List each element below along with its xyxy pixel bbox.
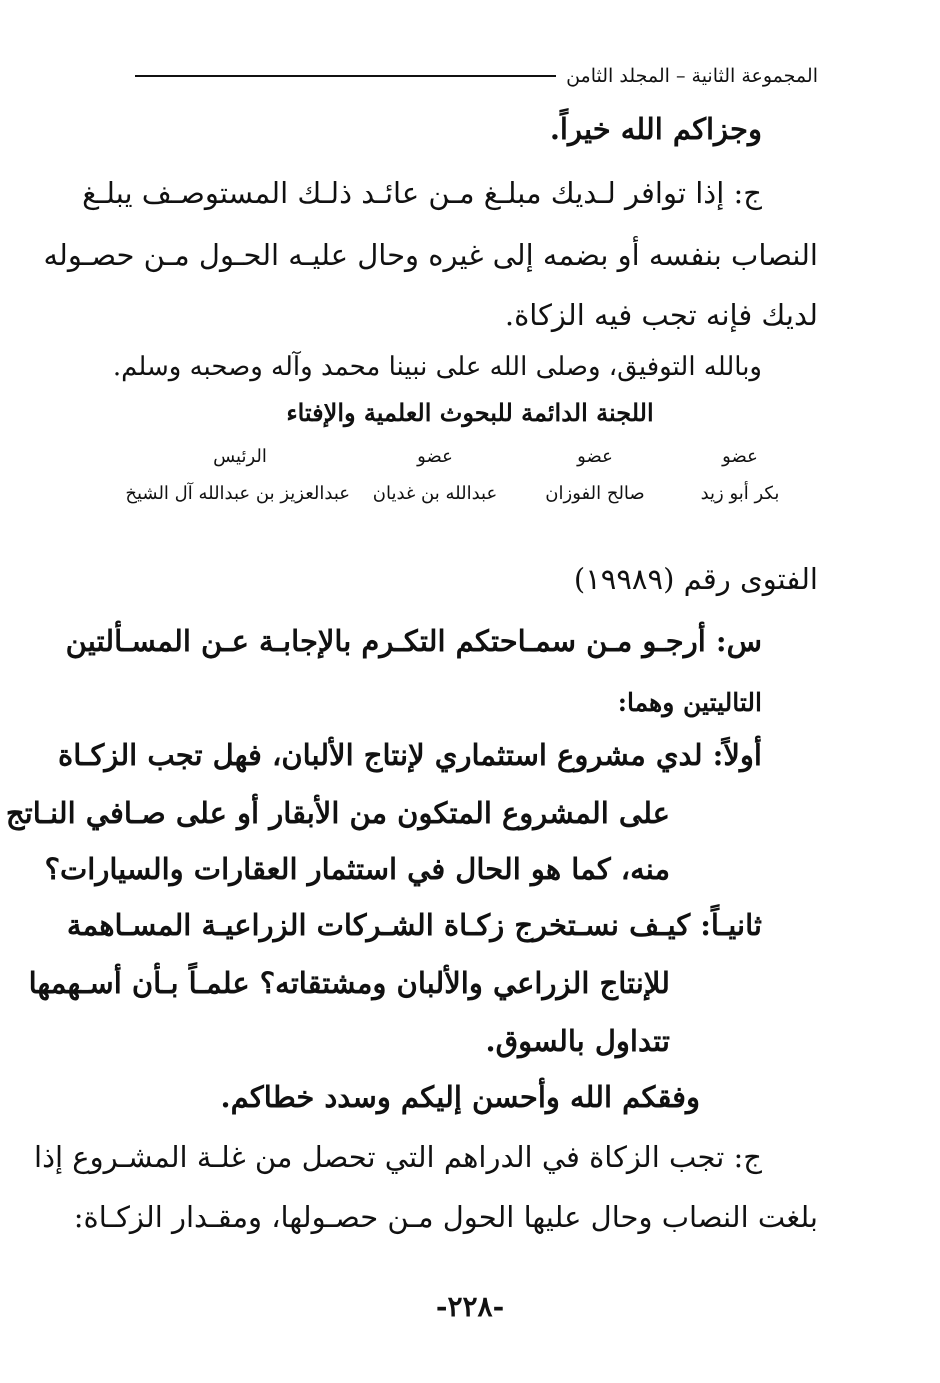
signatures-block — [125, 440, 810, 520]
question-line-2: التاليتين وهما: — [617, 688, 762, 717]
signatory-name: صالح الفوزان — [545, 483, 645, 504]
question-line-6: ثانيـاً: كيـف نسـتخرج زكـاة الشـركات الزراعيـة المسـاهمة — [66, 908, 762, 942]
question-line-7: للإنتاج الزراعي والألبان ومشتقاته؟ علمـاً بـأن أسـهمها — [28, 966, 670, 1000]
signatory-name: بكر أبو زيد — [700, 483, 780, 504]
answer-line-2: بلغت النصاب وحال عليها الحول مـن حصـولها، ومقـدار الزكـاة: — [73, 1200, 818, 1234]
question-line-8: تتداول بالسوق. — [485, 1024, 670, 1058]
signatory — [670, 440, 810, 514]
header-title: المجموعة الثانية – المجلد الثامن — [566, 65, 818, 87]
signatory — [125, 440, 350, 514]
signatory-name: عبدالعزيز بن عبدالله آل الشيخ — [125, 483, 350, 504]
question-line-5: منه، كما هو الحال في استثمار العقارات والسيارات؟ — [44, 852, 670, 886]
committee-name: اللجنة الدائمة للبحوث العلمية والإفتاء — [286, 398, 654, 427]
question-line-3: أولاً: لدي مشروع استثماري لإنتاج الألبان، فهل تجب الزكـاة — [58, 738, 762, 772]
signatory-title: عضو — [722, 446, 758, 467]
answer-line-1: ج: تجب الزكاة في الدراهم التي تحصل من غلـة المشـروع إذا — [34, 1140, 762, 1174]
signatory — [520, 440, 670, 514]
question-line-1: س: أرجـو مـن سمـاحتكم التكـرم بالإجابـة عـن المسـألتين — [65, 624, 762, 658]
signatory-title: عضو — [577, 446, 613, 467]
answer-line-3: لديك فإنه تجب فيه الزكاة. — [504, 298, 818, 332]
header-rule — [135, 75, 556, 77]
signatory-title: عضو — [417, 446, 453, 467]
question-line-4: على المشروع المتكون من الأبقار أو على صـافي النـاتج — [5, 796, 670, 830]
signatory-title: الرئيس — [213, 446, 267, 467]
fatwa-number: الفتوى رقم (١٩٩٨٩) — [573, 562, 818, 596]
answer-line-1: ج: إذا توافر لـديك مبلـغ مـن عائـد ذلـك المستوصـف يبلـغ — [82, 176, 762, 210]
signatory — [350, 440, 520, 514]
running-header — [135, 58, 818, 94]
closing-thanks: وجزاكم الله خيراً. — [549, 112, 762, 146]
question-closing: وفقكم الله وأحسن إليكم وسدد خطاكم. — [220, 1080, 700, 1114]
blessing-line: وبالله التوفيق، وصلى الله على نبينا محمد وآله وصحبه وسلم. — [112, 352, 762, 382]
signatory-name: عبدالله بن غديان — [372, 483, 498, 504]
page-number: -٢٢٨- — [435, 1290, 505, 1323]
answer-line-2: النصاب بنفسه أو بضمه إلى غيره وحال عليـه الحـول مـن حصـوله — [43, 238, 818, 272]
